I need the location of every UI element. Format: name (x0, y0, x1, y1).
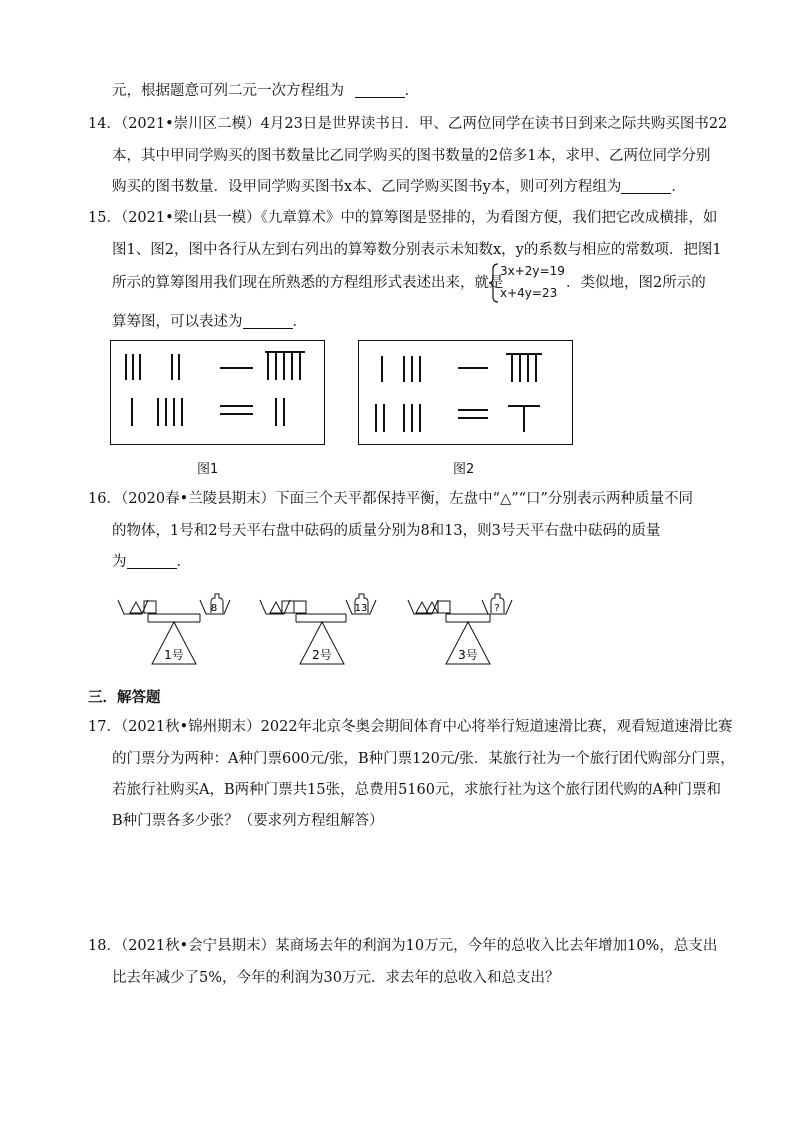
system-brace-icon (488, 263, 500, 303)
q15-text-1: （2021•梁山县一模）《九章算术》中的算筹图是竖排的，为看图方便，我们把它改成横排，如 (120, 210, 718, 226)
q16-text-3: 为 (112, 554, 127, 570)
q17-text-4: B种门票各多少张？（要求列方程组解答） (112, 813, 384, 829)
q14-line3: 购买的图书数量．设甲同学购买图书x本、乙同学购买图书y本，则可列方程组为 ． (112, 179, 686, 195)
answer-blank[interactable] (243, 314, 293, 329)
q17-line3 (112, 780, 721, 800)
q15-text-4: 算筹图，可以表述为 (112, 314, 243, 330)
q13-line-end: 元，根据题意可列二元一次方程组为 ． (112, 83, 420, 99)
counting-rods-figure-2 (358, 340, 574, 446)
figure-2-caption: 图2 (453, 462, 475, 477)
question-number: 16． (88, 491, 121, 507)
q15-line3a (112, 273, 504, 293)
question-number: 15． (88, 210, 121, 226)
q13-text: 元，根据题意可列二元一次方程组为 (112, 83, 344, 99)
q15-text-3a: 所示的算筹图用我们现在所熟悉的方程组形式表述出来，就是 (112, 275, 504, 291)
q14-text-3: 购买的图书数量．设甲同学购买图书x本、乙同学购买图书y本，则可列方程组为 (112, 179, 622, 195)
scale-3-weight: ? (494, 603, 500, 614)
section-heading: 三．解答题 (88, 690, 161, 706)
q16-line2 (112, 521, 660, 541)
equation-1: 3x+2y=19 (500, 264, 565, 278)
q16-text-1: （2020春•兰陵县期末）下面三个天平都保持平衡，左盘中“△”“口”分别表示两种质量不同 (120, 491, 693, 507)
q18-text-2: 比去年减少了5%，今年的利润为30万元．求去年的总收入和总支出？ (112, 970, 560, 986)
q14-text-2: 本，其中甲同学购买的图书数量比乙同学购买的图书数量的2倍多1本，求甲、乙两位同学分别 (112, 148, 711, 164)
q16-line1 (88, 489, 693, 509)
scale-2-weight: 13 (354, 603, 368, 614)
figure-1-caption: 图1 (197, 462, 219, 477)
question-number: 14． (88, 116, 121, 132)
q17-line4 (112, 811, 384, 831)
q17-text-3: 若旅行社购买A，B两种门票共15张，总费用5160元，求旅行社为这个旅行团代购的A种门票和 (112, 782, 721, 798)
q15-text-2: 图1、图2，图中各行从左到右列出的算筹数分别表示未知数x，y的系数与相应的常数项．把图1 (112, 242, 722, 258)
counting-rods-figure-1 (110, 340, 326, 446)
scale-2-label: 2号 (312, 648, 332, 662)
scale-3-label: 3号 (458, 648, 478, 662)
q14-line2 (112, 146, 710, 166)
q15-line1 (88, 208, 717, 228)
question-number: 17． (88, 719, 121, 735)
answer-blank[interactable] (621, 179, 671, 194)
q15-line4: 算筹图，可以表述为 ． (112, 314, 307, 330)
q17-text-2: 的门票分为两种：A种门票600元/张，B种门票120元/张．某旅行社为一个旅行团代购部分门票， (112, 751, 735, 767)
scale-1-label: 1号 (164, 648, 184, 662)
q16-text-2: 的物体，1号和2号天平右盘中砝码的质量分别为8和13，则3号天平右盘中砝码的质量 (112, 523, 661, 539)
q16-line3: 为 ． (112, 554, 191, 570)
q18-line2 (112, 968, 559, 988)
q14-text-1: （2021•崇川区二模）4月23日是世界读书日．甲、乙两位同学在读书日到来之际共购买图书22 (120, 116, 728, 132)
q17-text-1: （2021秋•锦州期末）2022年北京冬奥会期间体育中心将举行短道速滑比赛，观看短道速滑比赛 (120, 719, 733, 735)
q15-text-3b: ．类似地，图2所示的 (566, 275, 706, 291)
q14-line1 (88, 114, 727, 134)
answer-blank[interactable] (355, 83, 405, 98)
q17-line2 (112, 749, 735, 769)
q18-text-1: （2021秋•会宁县期末）某商场去年的利润为10万元，今年的总收入比去年增加10%，总支出 (120, 938, 718, 954)
scale-1-weight: 8 (210, 603, 218, 614)
answer-blank[interactable] (127, 554, 177, 569)
question-number: 18． (88, 938, 121, 954)
balance-scales-figure (110, 580, 560, 670)
q15-line2 (112, 240, 722, 260)
q18-line1 (88, 936, 717, 956)
q15-line3b (566, 273, 706, 293)
q17-line1 (88, 717, 733, 737)
equation-2: x+4y=23 (500, 286, 558, 300)
